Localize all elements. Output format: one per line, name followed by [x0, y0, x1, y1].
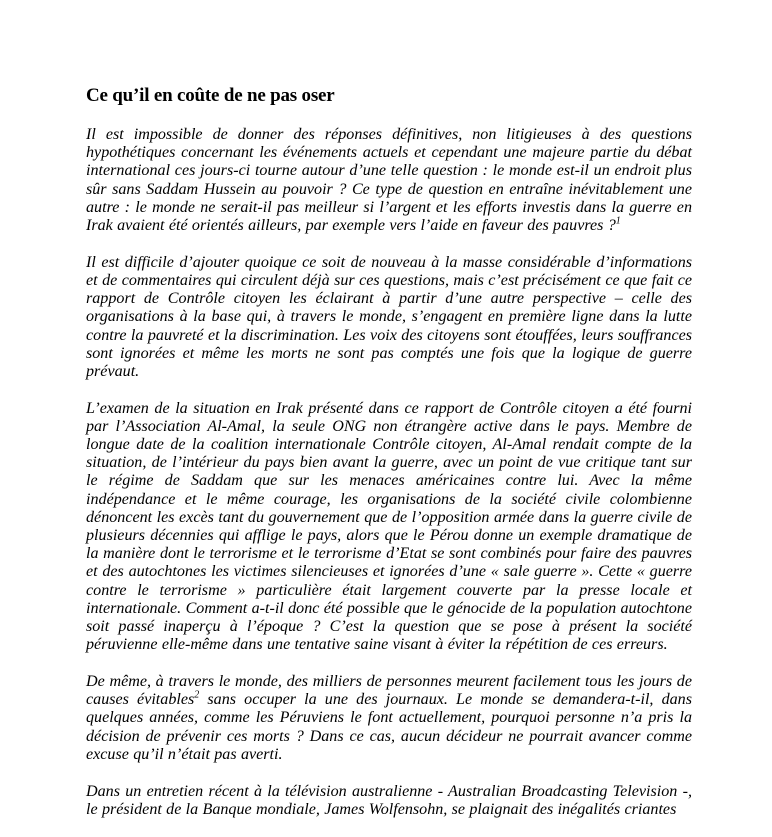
- paragraph-text: De même, à travers le monde, des milliers de personnes meurent facilement tous les jours de causes évitables: [86, 672, 692, 709]
- footnote-ref-1[interactable]: 1: [615, 215, 621, 227]
- paragraph-2: [86, 254, 692, 381]
- paragraph-5: [86, 783, 692, 819]
- paragraph-1: [86, 126, 692, 235]
- paragraph-4: [86, 673, 692, 764]
- paragraph-text: Il est difficile d’ajouter quoique ce soit de nouveau à la masse considérable d’informations et de commentaires qui circulent déjà sur ces questions, mais c’est précisément ce que fait ce rapport de Contrôle citoyen les éclairant à partir d’une autre perspective – celle des organisations à la base qui, à travers le monde, s’engagent en première ligne dans la lutte contre la pauvreté et la discrimination. Les voix des citoyens sont étouffées, leurs souffrances sont ignorées et même les morts ne sont pas comptés une fois que la logique de guerre prévaut.: [86, 253, 692, 380]
- paragraph-text: Il est impossible de donner des réponses définitives, non litigieuses à des questions hypothétiques concernant les événements actuels et cependant une majeure partie du débat international ces jours-ci tourne autour d’une telle question : le monde est-il un endroit plus sûr sans Saddam Hussein au pouvoir ? Ce type de question en entraîne inévitablement une autre : le monde ne serait-il pas meilleur si l’argent et les efforts investis dans la guerre en Irak avaient été orientés ailleurs, par exemple vers l’aide en faveur des pauvres ?: [86, 126, 692, 235]
- paragraph-3: [86, 400, 692, 655]
- document-page: [86, 85, 692, 837]
- paragraph-text: Dans un entretien récent à la télévision australienne - Australian Broadcasting Television -, le président de la Banque mondiale, James Wolfensohn, se plaignait des inégalités criantes: [86, 782, 692, 818]
- footnote-ref-2[interactable]: 2: [194, 689, 200, 701]
- page-title: Ce qu’il en coûte de ne pas oser: [86, 85, 335, 106]
- paragraph-text-continued: sans occuper la une des journaux. Le monde se demandera-t-il, dans quelques années, comme les Péruviens le font actuellement, pourquoi personne n’a pris la décision de prévenir ces morts ? Dans ce cas, aucun décideur ne pourrait avancer comme excuse qu’il n’était pas averti.: [86, 691, 692, 763]
- paragraph-text: L’examen de la situation en Irak présenté dans ce rapport de Contrôle citoyen a été fourni par l’Association Al-Amal, la seule ONG non étrangère active dans le pays. Membre de longue date de la coalition internationale Contrôle citoyen, Al-Amal rendait compte de la situation, de l’intérieur du pays bien avant la guerre, avec un point de vue critique tant sur le régime de Saddam que sur les menaces américaines contre lui. Avec la même indépendance et le même courage, les organisations de la société civile colombienne dénoncent les excès tant du gouvernement que de l’opposition armée dans la guerre civile de plusieurs décennies qui afflige le pays, alors que le Pérou donne un exemple dramatique de la manière dont le terrorisme et le terrorisme d’Etat se sont combinés pour faire des pauvres et des autochtones les victimes silencieuses et ignorées d’une « sale guerre ». Cette « guerre contre le terrorisme » particulière était largement couverte par la presse locale et internationale. Comment a-t-il donc été possible que le génocide de la population autochtone soit passé inaperçu à l’époque ? C’est la question que se pose à présent la société péruvienne elle-même dans une tentative saine visant à éviter la répétition de ces erreurs.: [86, 399, 692, 654]
